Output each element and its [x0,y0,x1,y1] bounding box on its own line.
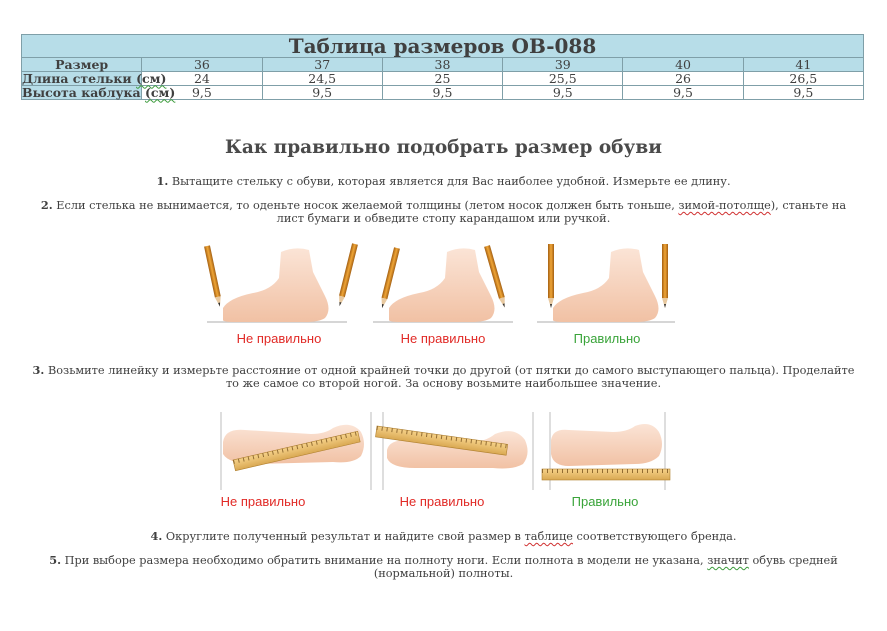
table-cell: 24,5 [262,72,382,86]
table-cell: 26,5 [743,72,863,86]
step-number: 5. [49,553,62,567]
pencil-example-right [537,244,675,322]
pencil-icon [379,247,400,309]
row-label-insole-length [22,70,167,86]
step-text: Округлите полученный результат и найдите свой размер в [165,530,525,543]
table-cell: 9,5 [503,86,623,100]
step-text: Если стелька не вынимается, то оденьте носок желаемой толщины (летом носок должен быть тоньше, [56,199,679,212]
table-cell: 9,5 [743,86,863,100]
unit-label: (см) [145,84,176,100]
pencil-icon [548,244,554,308]
table-row [22,86,864,100]
foot-icon [389,248,495,322]
step-number: 3. [32,363,45,377]
ruler-example-wrong-1 [221,412,371,490]
table-cell: 9,5 [262,86,382,100]
ruler-caption-3: Правильно [571,494,639,509]
step-text-misspelled: зимой-потолще [678,199,771,212]
row-label-heel-height [22,84,176,100]
step-text: При выборе размера необходимо обратить внимание на полноту ноги. Если полнота в модели не указана, [64,554,708,567]
pencil-caption-2: Не правильно [400,331,486,346]
table-cell: 40 [623,58,743,72]
step-text: обувь средней (нормальной) полноты. [373,554,838,580]
guide-title: Как правильно подобрать размер обуви [225,137,662,158]
step-text-misspelled: таблице [524,530,573,543]
table-cell: 26 [623,72,743,86]
step-2 [28,199,859,225]
row-label-text: Длина стельки [22,70,132,86]
pencil-icon [337,243,358,307]
pencil-caption-1: Не правильно [236,331,322,346]
pencil-icon [662,244,668,308]
table-cell: 24 [142,72,262,86]
step-number: 2. [40,198,53,212]
ruler-example-wrong-2 [375,412,533,490]
table-cell: 37 [262,58,382,72]
step-number: 1. [156,174,169,188]
step-text: соответствующего бренда. [572,530,737,543]
step-1 [40,175,847,188]
ruler-measuring-illustrations [215,412,675,492]
pencil-example-wrong-2 [373,245,513,322]
ruler-caption-2: Не правильно [399,494,485,509]
table-row [22,72,864,86]
pencil-tracing-illustrations [195,238,675,330]
table-cell: 36 [142,58,262,72]
ruler-example-right [542,412,670,490]
step-text: Возьмите линейку и измерьте расстояние от одной крайней точки до другой (от пятки до самого выступающего пальца). Проделайте то же самое со второй ногой. За основу возьмите наибольшее значение. [47,364,855,390]
table-cell: 25 [382,72,502,86]
step-text-grammar-flag: значит [707,554,749,567]
table-row [22,58,864,72]
step-4 [40,530,847,543]
size-table [21,34,864,100]
foot-icon [223,248,329,322]
step-text: ), станьте на лист бумаги и обведите стопу карандашом или ручкой. [276,199,847,225]
step-text: Вытащите стельку с обуви, которая является для Вас наиболее удобной. Измерьте ее длину. [171,175,731,188]
ruler-caption-1: Не правильно [220,494,306,509]
table-cell: 38 [382,58,502,72]
foot-icon [553,248,659,322]
pencil-caption-3: Правильно [573,331,641,346]
step-5 [40,554,847,580]
table-cell: 9,5 [382,86,502,100]
table-cell: 39 [503,58,623,72]
row-label-size: Размер [22,58,142,72]
size-table-title: Таблица размеров OB-088 [22,35,864,58]
pencil-icon [204,245,223,307]
step-3 [28,364,859,390]
table-cell: 25,5 [503,72,623,86]
table-cell: 41 [743,58,863,72]
ruler-icon [542,469,670,480]
foot-icon [551,424,662,466]
step-number: 4. [150,529,163,543]
unit-label: (см) [136,70,167,86]
row-label-text: Высота каблука [22,84,141,100]
pencil-example-wrong-1 [204,243,358,322]
table-cell: 9,5 [142,86,262,100]
table-cell: 9,5 [623,86,743,100]
